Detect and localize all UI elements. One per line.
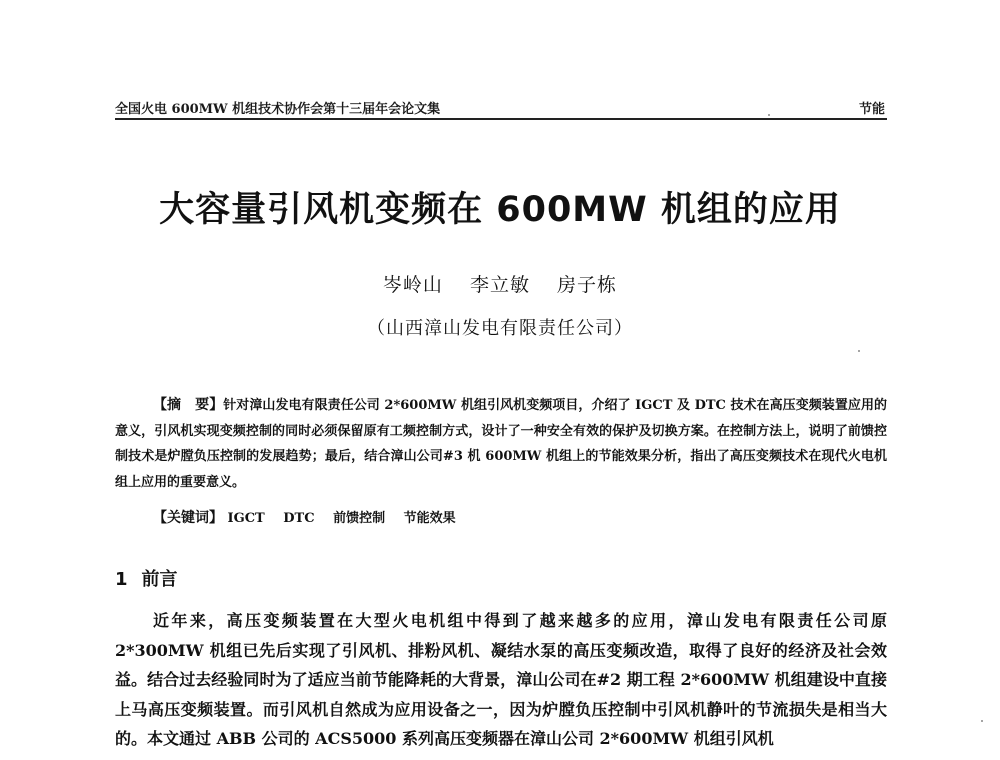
header-section-label: 节能 xyxy=(858,102,885,117)
abstract-text: 针对漳山发电有限责任公司 2*600MW 机组引风机变频项目，介绍了 IGCT 及 DTC 技术在高压变频装置应用的意义，引风机实现变频控制的同时必须保留原有工频控制方式，设计了一种安全有效的保护及切换方案。在控制方法上，说明了前馈控制技术是炉膛负压控制的发展趋势；最后，结合漳山公司#3 机 600MW 机组上的节能效果分析，指出了高压变频技术在现代火电机组上应用的重要意义。 xyxy=(115,398,888,490)
scan-speck xyxy=(858,350,860,352)
author-list xyxy=(0,270,1000,297)
author-name: 房子栋 xyxy=(557,274,618,296)
section-title: 前言 xyxy=(141,569,178,590)
paper-title: 大容量引风机变频在 600MW 机组的应用 xyxy=(159,190,841,230)
scan-speck xyxy=(768,114,770,116)
author-name: 李立敏 xyxy=(469,274,530,296)
scan-speck xyxy=(981,720,983,722)
author-name: 岑岭山 xyxy=(382,274,443,296)
header-proceedings-title: 全国火电 600MW 机组技术协作会第十三届年会论文集 xyxy=(115,102,441,117)
keywords xyxy=(153,507,883,527)
keywords-label: 【关键词】 xyxy=(153,510,223,526)
keyword: 前馈控制 xyxy=(333,511,386,526)
section-heading xyxy=(115,565,178,591)
keyword: 节能效果 xyxy=(403,511,456,526)
section-number: 1 xyxy=(115,569,128,590)
body-paragraph: 近年来，高压变频装置在大型火电机组中得到了越来越多的应用，漳山发电有限责任公司原 2*300MW 机组已先后实现了引风机、排粉风机、凝结水泵的高压变频改造，取得了良好的经济及社会效益。结合过去经验同时为了适应当前节能降耗的大背景，漳山公司在#2 期工程 2*600MW 机组建设中直接上马高压变频装置。而引风机自然成为应用设备之一，因为炉膛负压控制中引风机静叶的节流损失是相当大的。本文通过 ABB 公司的 ACS5000 系列高压变频器在漳山公司 2*600MW 机组引风机 xyxy=(115,611,887,748)
keyword: DTC xyxy=(283,511,315,526)
header-rule xyxy=(115,118,887,120)
keyword: IGCT xyxy=(227,511,265,526)
abstract-label: 【摘 要】 xyxy=(153,397,224,413)
abstract xyxy=(115,393,887,495)
author-affiliation: （山西漳山发电有限责任公司） xyxy=(367,318,633,339)
